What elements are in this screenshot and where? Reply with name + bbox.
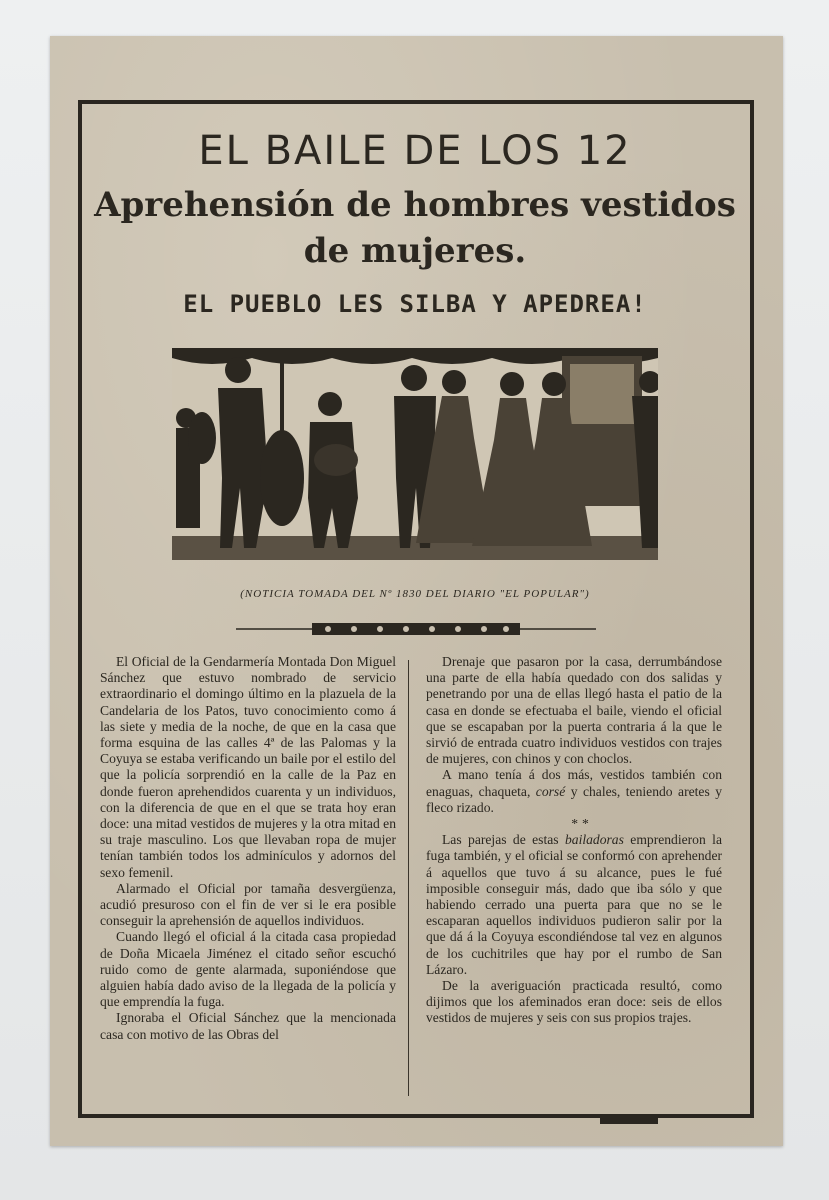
headline-subtitle <box>90 182 740 274</box>
headline-title: EL BAILE DE LOS 12 <box>198 128 632 174</box>
article-column-left <box>100 654 396 1043</box>
woodcut-illustration <box>172 348 658 560</box>
italic-word: bailadoras <box>564 832 624 848</box>
text-run: y chales, teniendo aretes y fleco rizado. <box>426 783 722 815</box>
article-paragraph <box>426 767 722 816</box>
article-paragraph: Alarmado el Oficial por tamaña desvergüenza, acudió presuroso con el fin de ver si le era posible conseguir la aprehensión de aquellos individuos. <box>100 880 396 929</box>
ornamental-divider <box>236 622 596 636</box>
article-paragraph: Drenaje que pasaron por la casa, derrumbándose una parte de ella había quedado con dos salidas y penetrando por una de ellas llegó hasta el patio de la casa en donde se efectuaba el baile, viendo el oficial que se escapaban por la puerta contraria á la que le sirvió de entrada cuatro individuos vestidos con trajes de mujeres, con chinos y con choclos. <box>426 654 722 767</box>
article-paragraph <box>426 832 722 978</box>
article-paragraph: Cuando llegó el oficial á la citada casa propiedad de Doña Micaela Jiménez el citado señor escuchó ruido como de gente alarmada, suponiéndose que alguien había dado aviso de la llegada de la policía y que emprendía la fuga. <box>100 929 396 1010</box>
article-paragraph: De la averiguación practicada resultó, como dijimos que los afeminados eran doce: seis de ellos vestidos de mujeres y seis con sus propios trajes. <box>426 978 722 1026</box>
section-asterisks: ** <box>571 816 593 832</box>
column-rule <box>408 660 409 1096</box>
article-paragraph: Ignoraba el Oficial Sánchez que la mencionada casa con motivo de las Obras del <box>100 1010 396 1042</box>
article-paragraph: El Oficial de la Gendarmería Montada Don Miguel Sánchez que estuvo nombrado de servicio extraordinario el domingo último en la plazuela de la Candelaria de los Patos, tuvo conocimiento como á las siete y media de la noche, de que en la casa que forma esquina de las calles 4ª de las Palomas y la Coyuya se estaba verificando un baile por el estilo del que la policía sorprendió en la calle de la Paz en donde fueron aprehendidos cuarenta y un individuos, con la diferencia de que en el que se trata hoy eran doce: una mitad vestidos de mujeres y la otra mitad en su traje masculino. Los que llevaban ropa de mujer tenían también todos los adminículos y adornos del sexo femenil. <box>100 654 396 880</box>
text-run: emprendieron la fuga también, y el oficial se conformó con aprehender á aquellos que tuvo á su alcance, pues le fué imposible conseguir más, dado que iba sólo y que habiendo cerrado una puerta para que no se le escaparan aquellos individuos pudieron salir por la que dá á la Coyuya escondiéndose tal vez en algunos de los cuchitriles que hay por el rumbo de San Lázaro. <box>426 832 722 977</box>
image-caption: (NOTICIA TOMADA DEL Nº 1830 DEL DIARIO "EL POPULAR") <box>240 588 590 600</box>
text-run: Las parejas de estas <box>442 832 565 848</box>
footer-rule <box>600 1118 658 1124</box>
headline-subtitle-line-1: Aprehensión de hombres vestidos <box>94 185 736 225</box>
article-column-right <box>426 654 722 1027</box>
headline-subtitle-line-2: de mujeres. <box>303 231 527 271</box>
italic-word: corsé <box>535 783 566 799</box>
headline-tagline: EL PUEBLO LES SILBA Y APEDREA! <box>183 290 647 318</box>
text-run: A mano tenía á dos más, vestidos también con enaguas, chaqueta, <box>426 767 722 799</box>
